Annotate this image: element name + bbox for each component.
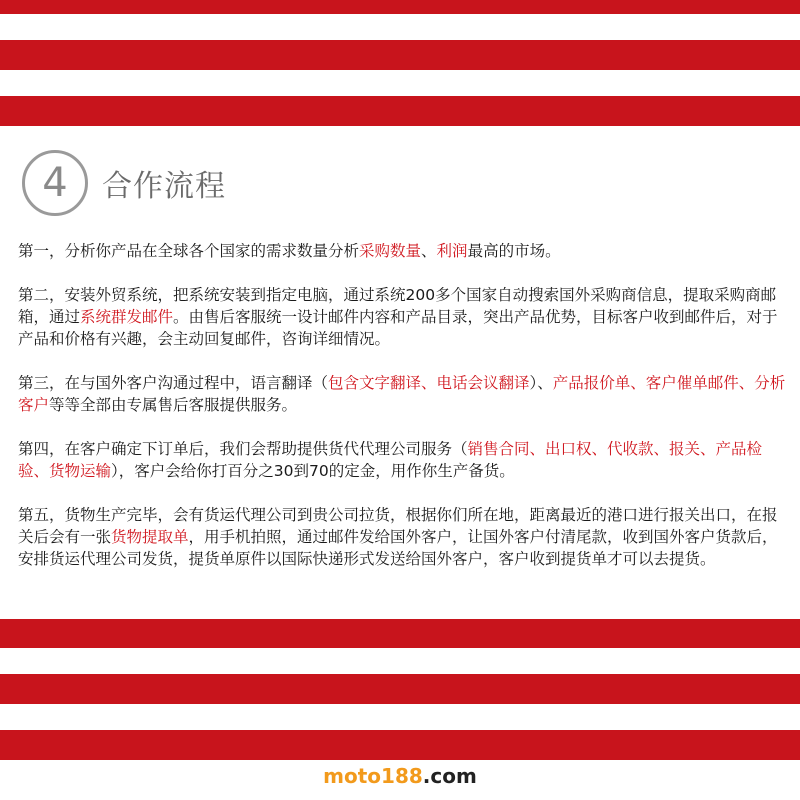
paragraph-step-1 bbox=[18, 240, 788, 262]
paragraph-text: ），客户会给你打百分之30到70的定金，用作你生产备货。 bbox=[111, 462, 515, 480]
paragraph-text: 最高的市场。 bbox=[467, 242, 561, 260]
top-stripe-3 bbox=[0, 96, 800, 126]
top-stripe-2 bbox=[0, 40, 800, 70]
paragraph-text: 第二，安装外贸系统，把系统安装到指定电脑，通过系统200多个国家自动搜索国外采购商信息，提取采购商邮箱，通过 bbox=[18, 286, 777, 326]
paragraph-text: ）、 bbox=[529, 374, 553, 392]
bottom-stripe-2 bbox=[0, 674, 800, 704]
watermark-part-3: .com bbox=[422, 764, 477, 788]
paragraph-text: 第一，分析你产品在全球各个国家的需求数量分析 bbox=[18, 242, 360, 260]
watermark-logo bbox=[0, 764, 800, 788]
paragraph-text: 等等全部由专属售后客服提供服务。 bbox=[49, 396, 298, 414]
section-number: 4 bbox=[42, 160, 68, 206]
section-title: 合作流程 bbox=[102, 169, 226, 204]
watermark-part-1: moto bbox=[323, 764, 382, 788]
highlighted-text: 货物提取单 bbox=[111, 528, 189, 546]
paragraph-text: ，用手机拍照，通过邮件发给国外客户，让国外客户付清尾款，收到国外客户货款后，安排货运代理公司发货，提货单原件以国际快递形式发送给国外客户，客户收到提货单才可以去提货。 bbox=[18, 528, 778, 568]
highlighted-text: 产品报价单、客户催单邮件、分析客户 bbox=[18, 374, 786, 414]
highlighted-text: 系统群发邮件 bbox=[80, 308, 174, 326]
paragraph-text: 、 bbox=[421, 242, 437, 260]
paragraph-step-4 bbox=[18, 438, 788, 482]
paragraph-text: 第五，货物生产完毕，会有货运代理公司到贵公司拉货，根据你们所在地，距离最近的港口进行报关出口，在报关后会有一张 bbox=[18, 506, 778, 546]
paragraph-step-3 bbox=[18, 372, 788, 416]
paragraph-text: 。由售后客服统一设计邮件内容和产品目录，突出产品优势，目标客户收到邮件后，对于产品和价格有兴趣，会主动回复邮件，咨询详细情况。 bbox=[18, 308, 778, 348]
highlighted-text: 销售合同、出口权、代收款、报关、产品检验、货物运输 bbox=[18, 440, 763, 480]
highlighted-text: 利润 bbox=[436, 242, 468, 260]
bottom-stripe-3 bbox=[0, 730, 800, 760]
top-stripe-1 bbox=[0, 0, 800, 14]
section-number-badge bbox=[22, 150, 88, 216]
paragraph-step-2 bbox=[18, 284, 788, 350]
bottom-stripe-1 bbox=[0, 619, 800, 648]
paragraph-text: 第四，在客户确定下订单后，我们会帮助提供货代代理公司服务（ bbox=[18, 440, 468, 458]
paragraph-step-5 bbox=[18, 504, 788, 570]
process-content bbox=[18, 240, 788, 592]
watermark-part-2: 188 bbox=[381, 764, 423, 788]
highlighted-text: 采购数量 bbox=[359, 242, 422, 260]
paragraph-text: 第三，在与国外客户沟通过程中，语言翻译（ bbox=[18, 374, 329, 392]
section-header bbox=[22, 150, 226, 216]
highlighted-text: 包含文字翻译、电话会议翻译 bbox=[328, 374, 530, 392]
